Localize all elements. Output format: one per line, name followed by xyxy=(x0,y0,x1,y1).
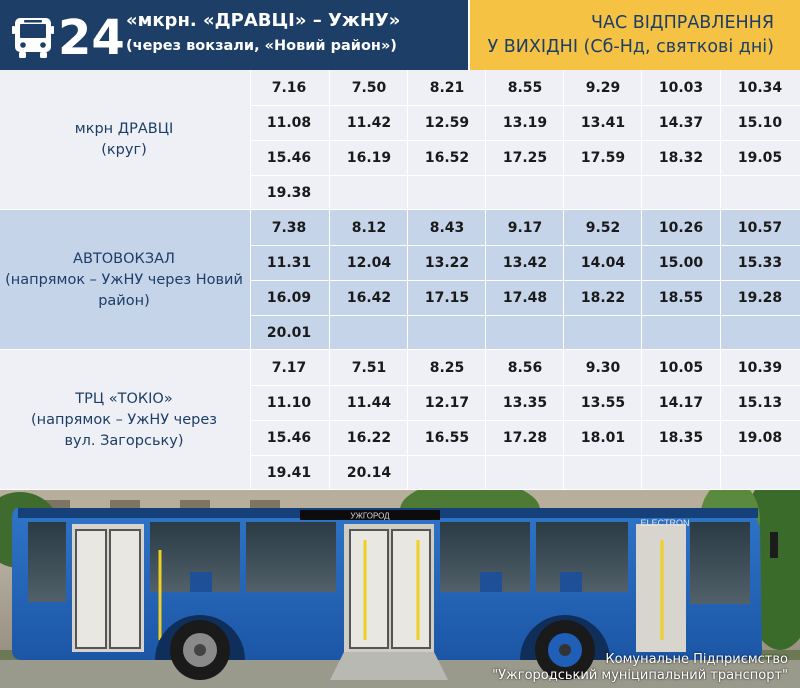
departure-time: 10.57 xyxy=(737,219,783,236)
departure-time: 19.05 xyxy=(737,149,783,166)
departure-time: 8.25 xyxy=(429,359,465,376)
column-divider xyxy=(329,350,330,490)
departure-time xyxy=(486,316,564,349)
stop-block xyxy=(0,350,800,490)
stop-block xyxy=(0,210,800,350)
row-divider xyxy=(250,315,800,316)
departure-time: 17.48 xyxy=(502,289,548,306)
departure-time: 17.28 xyxy=(502,429,548,446)
departure-time xyxy=(721,456,799,489)
column-divider xyxy=(720,350,721,490)
departure-time: 10.03 xyxy=(658,79,704,96)
departure-time: 18.32 xyxy=(658,149,704,166)
departure-time: 15.00 xyxy=(658,254,704,271)
row-divider xyxy=(250,385,800,386)
column-divider xyxy=(407,210,408,350)
row-divider xyxy=(250,455,800,456)
bus-photo xyxy=(0,490,800,688)
departure-time: 20.01 xyxy=(266,324,312,341)
column-divider xyxy=(563,350,564,490)
departure-time xyxy=(642,176,720,209)
departure-time: 19.41 xyxy=(266,464,312,481)
stop-name: мкрн ДРАВЦІ (круг) xyxy=(74,121,174,158)
departure-time: 8.21 xyxy=(429,79,465,96)
timetable xyxy=(0,70,800,490)
departure-time: 7.17 xyxy=(271,359,307,376)
departure-time: 10.26 xyxy=(658,219,704,236)
departure-time: 10.05 xyxy=(658,359,704,376)
departure-time: 7.50 xyxy=(351,79,387,96)
column-divider xyxy=(720,210,721,350)
departure-time: 20.14 xyxy=(346,464,392,481)
row-divider xyxy=(250,245,800,246)
departure-time: 9.30 xyxy=(585,359,621,376)
departure-time: 15.13 xyxy=(737,394,783,411)
column-divider xyxy=(720,70,721,210)
row-divider xyxy=(250,140,800,141)
row-divider xyxy=(250,280,800,281)
row-divider xyxy=(250,420,800,421)
departure-time: 12.59 xyxy=(424,114,470,131)
departure-time: 12.17 xyxy=(424,394,470,411)
column-divider xyxy=(485,210,486,350)
column-divider xyxy=(641,70,642,210)
column-divider xyxy=(407,70,408,210)
departure-time: 11.10 xyxy=(266,394,312,411)
departure-time: 14.04 xyxy=(580,254,626,271)
departure-time: 18.35 xyxy=(658,429,704,446)
departure-time: 7.51 xyxy=(351,359,387,376)
row-divider xyxy=(250,175,800,176)
departure-time: 19.08 xyxy=(737,429,783,446)
stop-name: ТРЦ «ТОКІО» (напрямок – УжНУ через вул. Загорську) xyxy=(30,390,218,449)
departure-time xyxy=(408,176,486,209)
departure-time: 17.25 xyxy=(502,149,548,166)
column-divider xyxy=(407,350,408,490)
departure-time: 18.55 xyxy=(658,289,704,306)
departure-time: 7.38 xyxy=(271,219,307,236)
departure-subtitle: У ВИХІДНІ (Сб-Нд, святкові дні) xyxy=(487,37,774,57)
departure-time: 19.38 xyxy=(266,184,312,201)
departure-time: 13.41 xyxy=(580,114,626,131)
stop-block xyxy=(0,70,800,210)
column-divider xyxy=(563,70,564,210)
column-divider xyxy=(250,70,251,210)
departure-time: 18.01 xyxy=(580,429,626,446)
departure-time: 11.44 xyxy=(346,394,392,411)
route-badge xyxy=(4,4,125,66)
departure-time: 16.42 xyxy=(346,289,392,306)
departure-time: 17.59 xyxy=(580,149,626,166)
departure-time: 16.52 xyxy=(424,149,470,166)
route-number: 24 xyxy=(58,10,125,66)
departure-time: 13.22 xyxy=(424,254,470,271)
departure-time xyxy=(486,176,564,209)
column-divider xyxy=(563,210,564,350)
departure-time: 14.37 xyxy=(658,114,704,131)
column-divider xyxy=(485,350,486,490)
bus-icon xyxy=(12,16,54,60)
departure-time: 15.33 xyxy=(737,254,783,271)
header xyxy=(0,0,800,70)
column-divider xyxy=(329,70,330,210)
departure-time: 11.42 xyxy=(346,114,392,131)
departure-time: 19.28 xyxy=(737,289,783,306)
departure-time: 15.10 xyxy=(737,114,783,131)
column-divider xyxy=(250,350,251,490)
destination-display: УЖГОРОД xyxy=(350,511,390,521)
departure-time: 8.12 xyxy=(351,219,387,236)
route-title: «мкрн. «ДРАВЦІ» – УжНУ» xyxy=(126,10,401,31)
departure-time: 8.55 xyxy=(507,79,543,96)
departure-time: 16.22 xyxy=(346,429,392,446)
row-divider xyxy=(250,105,800,106)
departure-time: 12.04 xyxy=(346,254,392,271)
departure-time: 9.29 xyxy=(585,79,621,96)
route-via: (через вокзали, «Новий район») xyxy=(126,38,397,54)
departure-time: 7.16 xyxy=(271,79,307,96)
route-panel xyxy=(0,0,468,70)
column-divider xyxy=(485,70,486,210)
departure-time: 17.15 xyxy=(424,289,470,306)
departure-time xyxy=(330,176,408,209)
departure-time xyxy=(330,316,408,349)
departure-time xyxy=(721,176,799,209)
departure-time: 11.08 xyxy=(266,114,312,131)
departure-time: 15.46 xyxy=(266,429,312,446)
departure-time xyxy=(408,456,486,489)
column-divider xyxy=(250,210,251,350)
column-divider xyxy=(641,350,642,490)
departure-time xyxy=(486,456,564,489)
column-divider xyxy=(641,210,642,350)
departure-panel xyxy=(470,0,800,70)
column-divider xyxy=(329,210,330,350)
departure-time: 13.35 xyxy=(502,394,548,411)
stop-name: АВТОВОКЗАЛ (напрямок – УжНУ через Новий район) xyxy=(5,250,243,309)
departure-time: 16.55 xyxy=(424,429,470,446)
departure-time: 16.19 xyxy=(346,149,392,166)
departure-time xyxy=(642,316,720,349)
departure-time: 15.46 xyxy=(266,149,312,166)
departure-time xyxy=(642,456,720,489)
departure-time: 9.52 xyxy=(585,219,621,236)
departure-time: 14.17 xyxy=(658,394,704,411)
departure-time: 8.56 xyxy=(507,359,543,376)
departure-time: 13.19 xyxy=(502,114,548,131)
departure-time: 8.43 xyxy=(429,219,465,236)
departure-time xyxy=(564,456,642,489)
departure-time: 10.34 xyxy=(737,79,783,96)
company-slogan: "Ужгородський муніципальний транспорт" xyxy=(492,668,788,683)
model-label: ELECTRON xyxy=(640,518,690,528)
departure-title: ЧАС ВІДПРАВЛЕННЯ xyxy=(591,13,774,33)
departure-time xyxy=(564,176,642,209)
company-name: Комунальне Підприємство xyxy=(605,652,788,667)
departure-time: 13.42 xyxy=(502,254,548,271)
departure-time: 9.17 xyxy=(507,219,543,236)
departure-time: 18.22 xyxy=(580,289,626,306)
departure-time: 13.55 xyxy=(580,394,626,411)
departure-time xyxy=(408,316,486,349)
departure-time xyxy=(564,316,642,349)
departure-time: 11.31 xyxy=(266,254,312,271)
departure-time: 10.39 xyxy=(737,359,783,376)
departure-time: 16.09 xyxy=(266,289,312,306)
departure-time xyxy=(721,316,799,349)
